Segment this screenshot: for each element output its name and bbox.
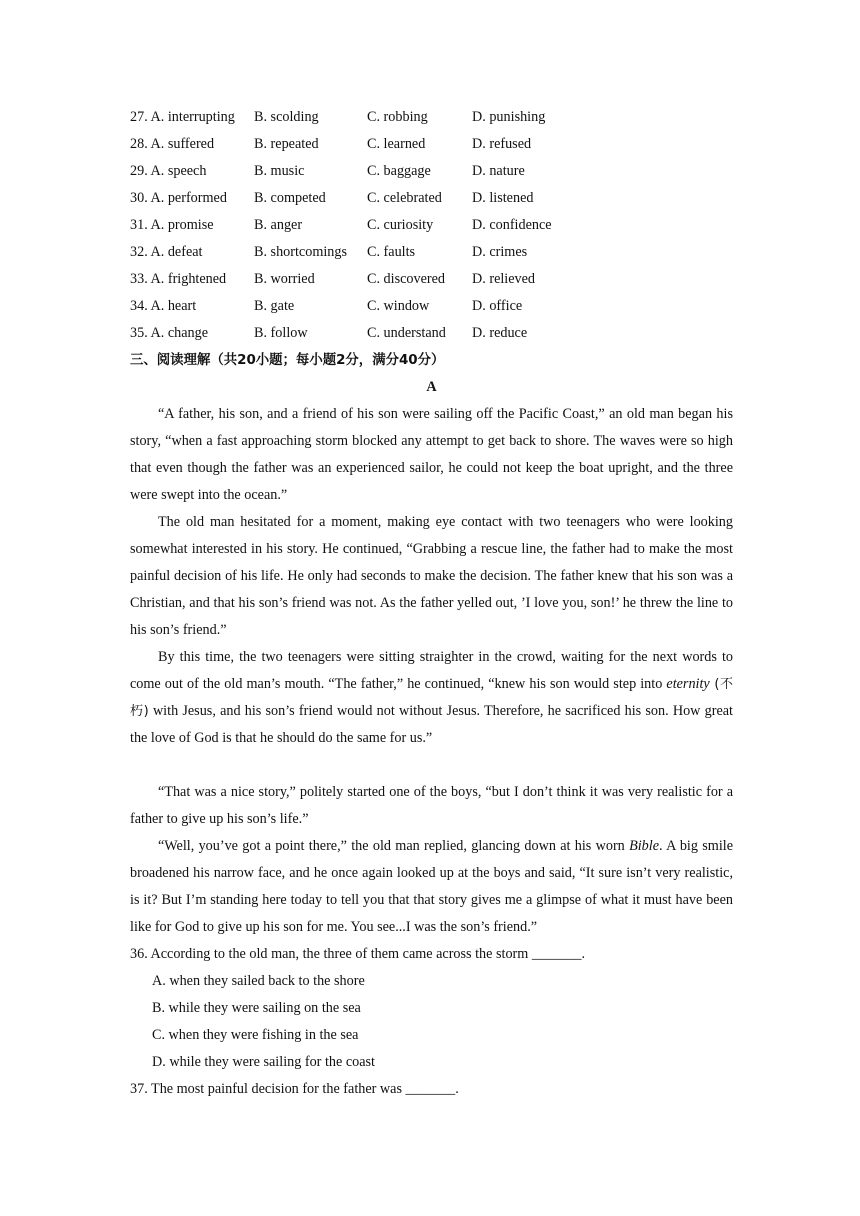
option-d: D. office [472,298,523,314]
option-d: D. nature [472,163,525,179]
option-c: C. window [367,298,430,314]
option-a: 31. A. promise [130,217,214,233]
question-stem: 36. According to the old man, the three of them came across the storm _______. [130,946,586,962]
section-title: 三、阅读理解（共20小题；每小题2分，满分40分） [130,353,445,368]
option-c: C. baggage [367,163,431,179]
paragraph-3-italic: eternity [666,676,710,692]
option-c: C. learned [367,136,426,152]
choice-c: C. when they were fishing in the sea [152,1027,359,1043]
paragraph-5-start: “Well, you’ve got a point there,” the old man replied, glancing down at his worn [158,838,630,854]
option-d: D. confidence [472,217,552,233]
option-row-35 [130,320,733,347]
option-b: B. competed [254,190,326,206]
option-c: C. understand [367,325,446,341]
option-b: B. music [254,163,305,179]
option-row-27 [130,104,733,131]
option-row-30 [130,185,733,212]
choice-d: D. while they were sailing for the coast [152,1054,375,1070]
paragraph-4: “That was a nice story,” politely started one of the boys, “but I don’t think it was very realistic for a father to give up his son’s life.” [130,784,733,827]
option-c: C. discovered [367,271,446,287]
choice-a: A. when they sailed back to the shore [152,973,365,989]
option-row-31 [130,212,733,239]
option-d: D. punishing [472,109,546,125]
option-a: 28. A. suffered [130,136,215,152]
option-d: D. crimes [472,244,528,260]
paragraph-5-end: . A big smile broadened his narrow face, and he once again looked up at the boys and said, “It sure isn’t very realistic, is it? But I’m standing here today to tell you that that story gives me a glimpse of what it must have been like for God to give up his son for me. You see...I was the son’s friend.” [130,838,733,935]
option-b: B. shortcomings [254,244,348,260]
cloze-options-block [130,104,733,347]
option-row-32 [130,239,733,266]
paragraph-3-end: with Jesus, and his son’s friend would not without Jesus. Therefore, he sacrificed his son. How great the love of God is that he should do the same for us.” [130,703,733,746]
paragraph-2: The old man hesitated for a moment, making eye contact with two teenagers who were looking somewhat interested in his story. He continued, “Grabbing a rescue line, the father had to make the most painful decision of his life. He only had seconds to make the decision. The father knew that his son was a Christian, and that his son’s friend was not. As the father yelled out, ’I love you, son!’ he threw the line to his son’s friend.” [130,514,733,638]
question-stem: 37. The most painful decision for the father was _______. [130,1081,459,1097]
option-row-28 [130,131,733,158]
option-row-33 [130,266,733,293]
option-a: 30. A. performed [130,190,227,206]
paragraph-3-gloss: (不朽) [130,677,733,719]
option-a: 34. A. heart [130,298,197,314]
paragraph-5-italic: Bible [629,838,660,854]
option-a: 27. A. interrupting [130,109,235,125]
option-d: D. reduce [472,325,528,341]
question-36 [130,941,733,1076]
choice-b: B. while they were sailing on the sea [152,1000,361,1016]
option-b: B. scolding [254,109,319,125]
option-row-34 [130,293,733,320]
option-c: C. robbing [367,109,428,125]
option-a: 33. A. frightened [130,271,227,287]
option-a: 32. A. defeat [130,244,203,260]
option-a: 35. A. change [130,325,209,341]
option-d: D. refused [472,136,532,152]
paragraph-3-start: By this time, the two teenagers were sitting straighter in the crowd, waiting for the next words to come out of the old man’s mouth. “The father,” he continued, “knew his son would step into [130,649,733,692]
paragraph-5 [130,833,733,941]
option-c: C. faults [367,244,416,260]
option-d: D. relieved [472,271,536,287]
option-b: B. follow [254,325,308,341]
option-row-29 [130,158,733,185]
exam-page [130,104,733,1103]
paragraph-3 [130,644,733,752]
option-b: B. gate [254,298,295,314]
passage-label: A [426,379,437,395]
option-d: D. listened [472,190,534,206]
paragraph-1: “A father, his son, and a friend of his son were sailing off the Pacific Coast,” an old man began his story, “when a fast approaching storm blocked any attempt to get back to shore. The waves were so high that even though the father was an experienced sailor, he could not keep the boat upright, and the three were swept into the ocean.” [130,406,733,503]
blank-line [130,752,733,779]
question-37 [130,1076,733,1103]
option-c: C. curiosity [367,217,434,233]
option-b: B. repeated [254,136,319,152]
option-b: B. worried [254,271,315,287]
option-c: C. celebrated [367,190,442,206]
option-b: B. anger [254,217,303,233]
option-a: 29. A. speech [130,163,207,179]
